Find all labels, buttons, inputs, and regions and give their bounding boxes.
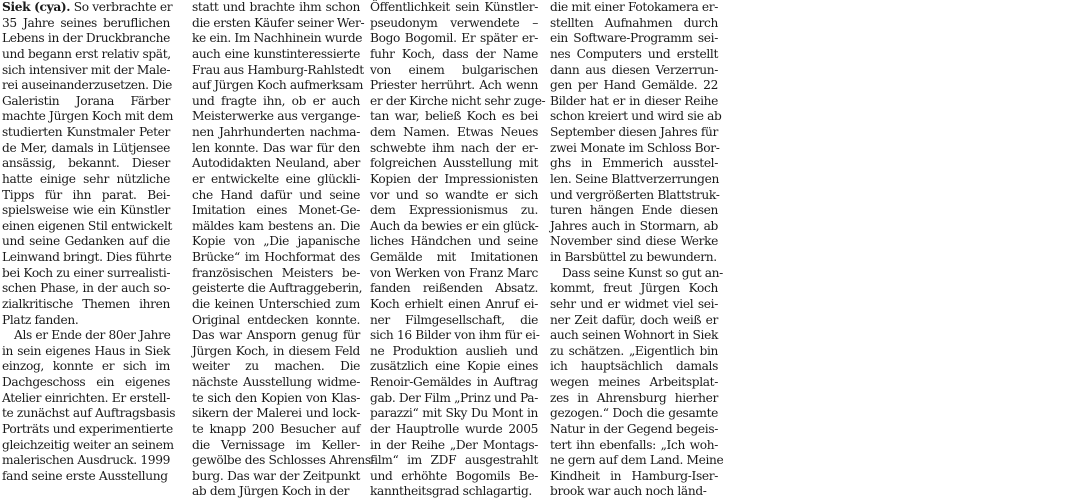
article-line: nen Jahrhunderten nachma- (192, 125, 360, 139)
article-line: ab dem Jürgen Koch in der (192, 484, 350, 499)
article-column-3 (370, 0, 546, 500)
article-line: dann aus diesen Verzerrun- (550, 62, 718, 77)
article-line: parazzi“ mit Sky Du Mont in (370, 406, 538, 421)
article-line: ne Produktion auslieh und (370, 343, 538, 358)
article-line: dem Namen. Etwas Neues (370, 125, 538, 139)
article-line: schwebte ihm nach der er- (370, 140, 538, 155)
article-line: Platz fanden. (2, 312, 79, 327)
article-line: fuhr Koch, dass der Name (370, 46, 538, 61)
article-line: Original entdecken konnte. (192, 312, 360, 327)
article-line: die Vernissage im Keller- (192, 437, 360, 452)
article-line: und vergrößerten Blattstruk- (550, 187, 720, 202)
dateline: Siek (cya). (2, 0, 71, 14)
article-line: te sich den Kopien von Klas- (192, 390, 360, 405)
article-line: folgreichen Ausstellung mit (370, 156, 538, 171)
article-line: Leinwand bringt. Dies führte (2, 250, 172, 264)
article-line: zwei Monate im Schloss Bor- (550, 140, 720, 155)
article-line: sehr und er widmet viel sei- (550, 296, 718, 311)
article-line: kommt, freut Jürgen Koch (550, 281, 718, 296)
article-line: ne gern auf dem Land. Meine (550, 453, 724, 468)
article-line: geisterte die Auftraggeberin, (192, 281, 363, 296)
article-line: Imitation eines Monet-Ge- (192, 203, 360, 218)
article-line: auch seinen Wohnort in Siek (550, 328, 718, 343)
article-line: fanden reißenden Absatz. (370, 281, 538, 296)
article-line: Kopien der Impressionisten (370, 171, 538, 186)
article-line: die ersten Käufer seiner Wer- (192, 15, 365, 30)
article-line: vor und so wandte er sich (370, 187, 538, 202)
article-line: November sind diese Werke (550, 234, 718, 249)
article-line: sich 16 Bilder von ihm für ei- (370, 328, 540, 343)
article-line: nächste Ausstellung widme- (192, 375, 360, 389)
article-line: die mit einer Fotokamera er- (550, 0, 718, 14)
article-line: Als er Ende der 80er Jahre (14, 328, 171, 343)
article-line: Gemälde mit Imitationen (370, 250, 538, 264)
article-line: Das war Ansporn genug für (192, 328, 360, 343)
article-line: Frau aus Hamburg-Rahlstedt (192, 62, 364, 77)
article-line: statt und brachte ihm schon (192, 0, 360, 14)
article-line: te knapp 200 Besucher auf (192, 421, 360, 436)
article-line: ghs in Emmerich ausstel- (550, 156, 718, 171)
article-line: Bilder hat er in dieser Reihe (550, 93, 718, 108)
article-line: gab. Der Film „Prinz und Pa- (370, 390, 538, 405)
article-line: Brücke“ im Hochformat des (192, 250, 360, 264)
article-line: Auch da bewies er ein glück- (370, 218, 539, 233)
article-line: Autodidakten Neuland, aber (192, 156, 360, 171)
article-line: schon kreiert und wird sie ab (550, 109, 722, 124)
article-line: zialkritische Themen ihren (2, 296, 170, 311)
article-line: Bogo Bogomil. Er später er- (370, 31, 538, 46)
article-line: brook war auch noch länd- (550, 484, 707, 499)
article-line: zu schätzen. „Eigentlich bin (550, 343, 718, 358)
article-line: film“ im ZDF ausgestrahlt (370, 453, 538, 468)
article-line: fand seine erste Ausstellung (2, 468, 168, 483)
article-line: bei Koch zu einer surrealisti- (2, 265, 171, 280)
article-line-text: So verbrachte er (70, 0, 173, 14)
article-line: gewölbe des Schlosses Ahrens- (192, 453, 375, 468)
article-line: spielsweise wie ein Künstler (2, 203, 170, 218)
article-line: wegen meines Arbeitsplat- (550, 375, 718, 389)
article-line: mäldes kam bestens an. Die (192, 218, 360, 233)
article-column-2 (192, 0, 375, 500)
article-line: Meisterwerke aus vergange- (192, 109, 360, 124)
article-line: malerischen Ausdruck. 1999 (2, 453, 170, 468)
article-line: ansässig, bekannt. Dieser (2, 156, 170, 171)
article-line: Dass seine Kunst so gut an- (562, 265, 723, 280)
article-line: weiter zu machen. Die (192, 359, 360, 374)
article-line: auf Jürgen Koch aufmerksam (192, 78, 364, 93)
article-line: schen Phase, in der auch so- (2, 281, 170, 296)
article-line: 35 Jahre seines beruflichen (2, 15, 170, 30)
article-column-1 (2, 0, 176, 484)
article-line: Natur in der Gegend begeis- (550, 421, 718, 436)
article-line: französischen Meisters be- (192, 265, 360, 280)
article-column-4 (550, 0, 724, 500)
article-line: sich intensiver mit der Male- (2, 62, 171, 77)
article-line: Priester herrührt. Ach wenn (370, 78, 538, 93)
article-line: liches Händchen und seine (370, 234, 538, 249)
article-line: ke ein. Im Nachhinein wurde (192, 31, 363, 46)
article-line: und fragte ihn, ob er auch (192, 93, 360, 108)
article-line: burg. Das war der Zeitpunkt (192, 468, 360, 483)
article-line: pseudonym verwendete – (370, 15, 538, 30)
article-line: ein Software-Programm sei- (550, 31, 718, 46)
article-line: dem Expressionismus zu. (370, 203, 538, 218)
article-line: rei auseinanderzusetzen. Die (2, 78, 173, 93)
article-line: Tipps für ihn parat. Bei- (2, 187, 170, 202)
article-line: ner Filmgesellschaft, die (370, 312, 538, 327)
article-line: len konnte. Das war für den (192, 140, 360, 155)
article-line: hatte einige sehr nützliche (2, 171, 170, 186)
article-line: in der Reihe „Der Montags- (370, 437, 538, 452)
article-line: in Barsbüttel zu bewundern. (550, 250, 717, 264)
article-line: Galeristin Jorana Färber (2, 93, 170, 108)
article-line: einzog, konnte er sich im (2, 359, 170, 374)
article-line: Dachgeschoss ein eigenes (2, 375, 170, 389)
article-line: und begann erst relativ spät, (2, 46, 171, 61)
article-line: stellten Aufnahmen durch (550, 15, 718, 30)
article-line: der Hauptrolle wurde 2005 (370, 421, 538, 436)
article-line: er entwickelte eine glückli- (192, 171, 360, 186)
article-line: ich hauptsächlich damals (550, 359, 718, 374)
article-line: machte Jürgen Koch mit dem (2, 109, 174, 124)
article-line: turen hängen Ende diesen (550, 203, 718, 218)
article-line: zusätzlich eine Kopie eines (370, 359, 538, 374)
article-line: Koch erhielt einen Anruf ei- (370, 296, 538, 311)
article-line: ner Zeit dafür, doch weiß er (550, 312, 718, 327)
article-line: sikern der Malerei und lock- (192, 406, 360, 421)
article-line: tan war, beließ Koch es bei (370, 109, 538, 124)
article-line: Jahres auch in Stormarn, ab (550, 218, 718, 233)
article-line: September diesen Jahres für (550, 125, 718, 139)
article-line: te zunächst auf Auftragsbasis (2, 406, 176, 421)
article-line: Jürgen Koch, in diesem Feld (192, 343, 360, 358)
article-line: kanntheitsgrad schlagartig. (370, 484, 532, 499)
article-line: einen eigenen Stil entwickelt (2, 218, 173, 233)
article-line: studierten Kunstmaler Peter (2, 125, 170, 139)
article-line: und seine Gedanken auf die (2, 234, 170, 249)
article-line: gezogen.“ Doch die gesamte (550, 406, 718, 421)
article-line: er der Kirche nicht sehr zuge- (370, 93, 546, 108)
article-line: len. Seine Blattverzerrungen (550, 171, 719, 186)
article-line: Lebens in der Druckbranche (2, 31, 170, 46)
article-line: und erhöhte Bogomils Be- (370, 468, 538, 483)
article-line: Porträts und experimentierte (2, 421, 173, 436)
article-line: che Hand dafür und seine (192, 187, 360, 202)
article-line: gen per Hand Gemälde. 22 (550, 78, 718, 93)
article-line: de Mer, damals in Lütjensee (2, 140, 170, 155)
article-line: Atelier einrichten. Er erstell- (2, 390, 170, 405)
article-line (2, 0, 173, 16)
article-line: auch eine kunstinteressierte (192, 46, 360, 61)
article-line: die keinen Unterschied zum (192, 296, 360, 311)
article-line: von Werken von Franz Marc (370, 265, 538, 280)
article-line: von einem bulgarischen (370, 62, 538, 77)
article-line: zes in Ahrensburg hierher (550, 390, 718, 405)
article-line: Renoir-Gemäldes in Auftrag (370, 375, 538, 389)
article-line: gleichzeitig weiter an seinem (2, 437, 174, 452)
article-line: nes Computers und erstellt (550, 46, 718, 61)
article-line: Kindheit in Hamburg-Iser- (550, 468, 718, 483)
article-line: Öffentlichkeit sein Künstler- (370, 0, 538, 14)
article-line: tert ihn ebenfalls: „Ich woh- (550, 437, 718, 452)
article-line: Kopie von „Die japanische (192, 234, 360, 249)
article-line: in sein eigenes Haus in Siek (2, 343, 170, 358)
